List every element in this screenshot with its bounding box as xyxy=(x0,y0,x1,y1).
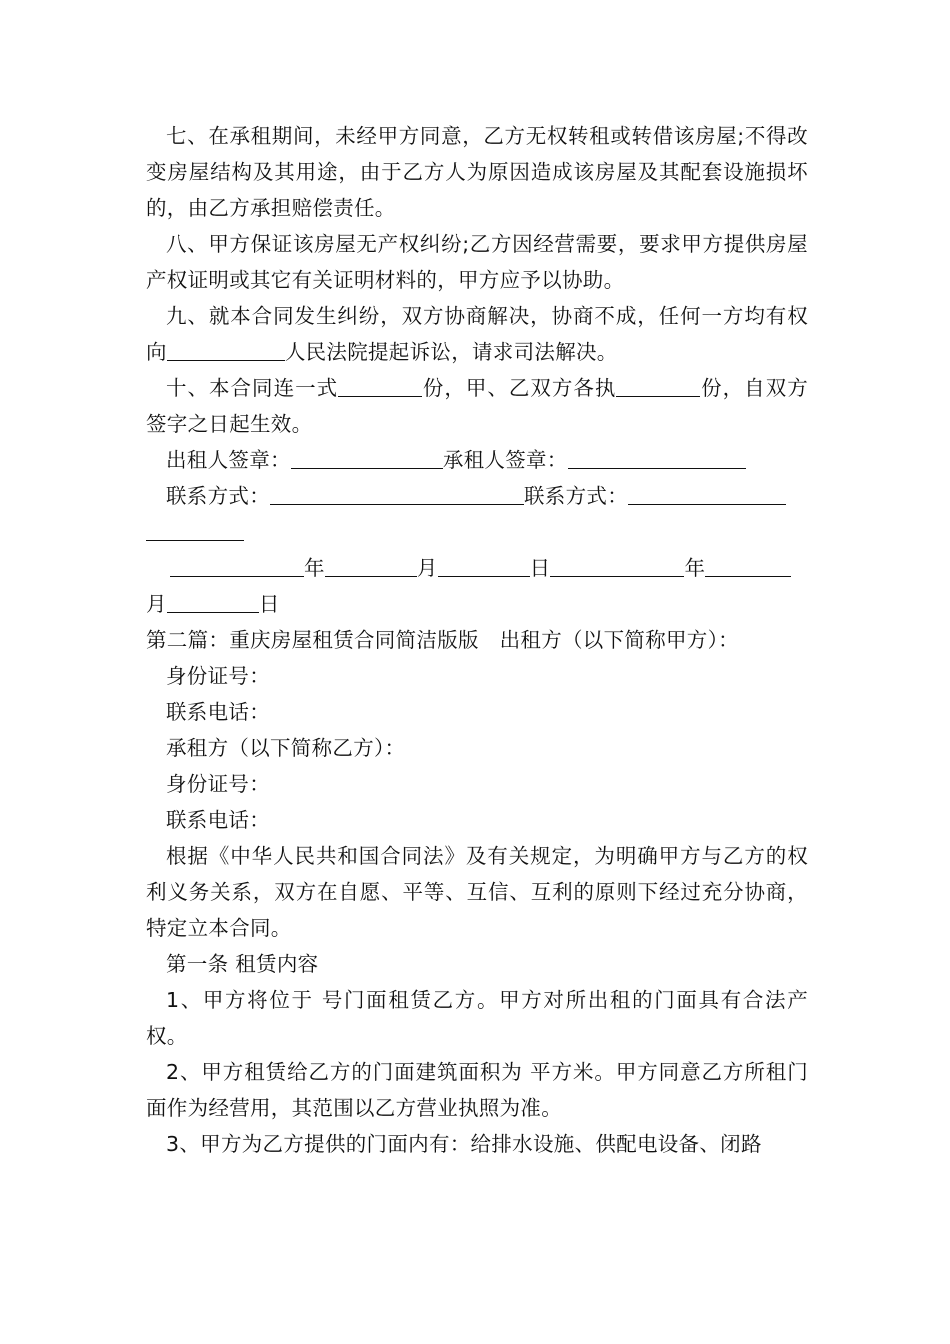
clause-8: 八、甲方保证该房屋无产权纠纷;乙方因经营需要，要求甲方提供房屋产权证明或其它有关证明材料的，甲方应予以协助。 xyxy=(146,232,808,292)
clause-10-text-a: 十、本合同连一式 xyxy=(166,376,339,400)
court-blank xyxy=(167,340,285,362)
lessee-label: 承租方（以下简称乙方）： xyxy=(166,736,406,760)
contact-line xyxy=(146,478,808,550)
day-blank-1 xyxy=(438,556,530,578)
lessor-id-label: 身份证号： xyxy=(166,664,270,688)
lessee-phone-label: 联系电话： xyxy=(166,808,270,832)
intro-paragraph: 根据《中华人民共和国合同法》及有关规定，为明确甲方与乙方的权利义务关系，双方在自愿、平等、互信、互利的原则下经过充分协商，特定立本合同。 xyxy=(146,844,808,940)
clause-10 xyxy=(146,370,808,442)
clause-10-text-b: 份，甲、乙双方各执 xyxy=(422,376,617,400)
year-label-2: 年 xyxy=(684,556,706,580)
year-blank-1 xyxy=(170,556,304,578)
lessee-contact-blank-b xyxy=(146,520,244,542)
article-1-title: 第一条 租赁内容 xyxy=(166,952,319,976)
part2-heading: 第二篇：重庆房屋租赁合同简洁版版 出租方（以下简称甲方）： xyxy=(146,628,739,652)
lessee-contact-blank-a xyxy=(628,484,786,506)
month-label-2: 月 xyxy=(146,592,167,616)
contract-text xyxy=(146,118,808,1162)
day-label-2: 日 xyxy=(258,592,280,616)
year-label-1: 年 xyxy=(304,556,325,580)
contact-label-lessee: 联系方式： xyxy=(524,484,628,508)
clause-9-text-b: 人民法院提起诉讼，请求司法解决。 xyxy=(284,340,618,364)
year-blank-2 xyxy=(550,556,684,578)
lessee-id-label: 身份证号： xyxy=(166,772,270,796)
article-1-item-3: 3、甲方为乙方提供的门面内有：给排水设施、供配电设备、闭路 xyxy=(166,1132,762,1156)
date-line xyxy=(146,550,808,622)
month-blank-2a xyxy=(705,556,791,578)
clause-9 xyxy=(146,298,808,370)
lessee-sign-blank xyxy=(568,448,746,470)
month-label-1: 月 xyxy=(416,556,438,580)
month-blank-1 xyxy=(325,556,417,578)
month-blank-2b xyxy=(167,592,259,614)
clause-10-text-c: 份，自双方签字之日起生效。 xyxy=(146,376,809,436)
lessor-contact-blank xyxy=(270,484,524,506)
clause-9-text-a: 九、就本合同发生纠纷，双方协商解决，协商不成，任何一方均有权向 xyxy=(146,304,808,364)
day-label-1: 日 xyxy=(529,556,551,580)
lessor-sign-blank xyxy=(291,448,443,470)
contact-label-lessor: 联系方式： xyxy=(166,484,270,508)
lessor-phone-label: 联系电话： xyxy=(166,700,270,724)
copies-each-blank xyxy=(616,376,700,398)
lessor-sign-label: 出租人签章： xyxy=(166,448,291,472)
signature-line xyxy=(146,442,808,478)
copies-total-blank xyxy=(338,376,422,398)
clause-7: 七、在承租期间，未经甲方同意，乙方无权转租或转借该房屋;不得改变房屋结构及其用途，由于乙方人为原因造成该房屋及其配套设施损坏的，由乙方承担赔偿责任。 xyxy=(146,124,808,220)
article-1-item-2: 2、甲方租赁给乙方的门面建筑面积为 平方米。甲方同意乙方所租门面作为经营用，其范围以乙方营业执照为准。 xyxy=(146,1060,808,1120)
lessee-sign-label: 承租人签章： xyxy=(442,448,568,472)
article-1-item-1: 1、甲方将位于 号门面租赁乙方。甲方对所出租的门面具有合法产权。 xyxy=(146,988,808,1048)
